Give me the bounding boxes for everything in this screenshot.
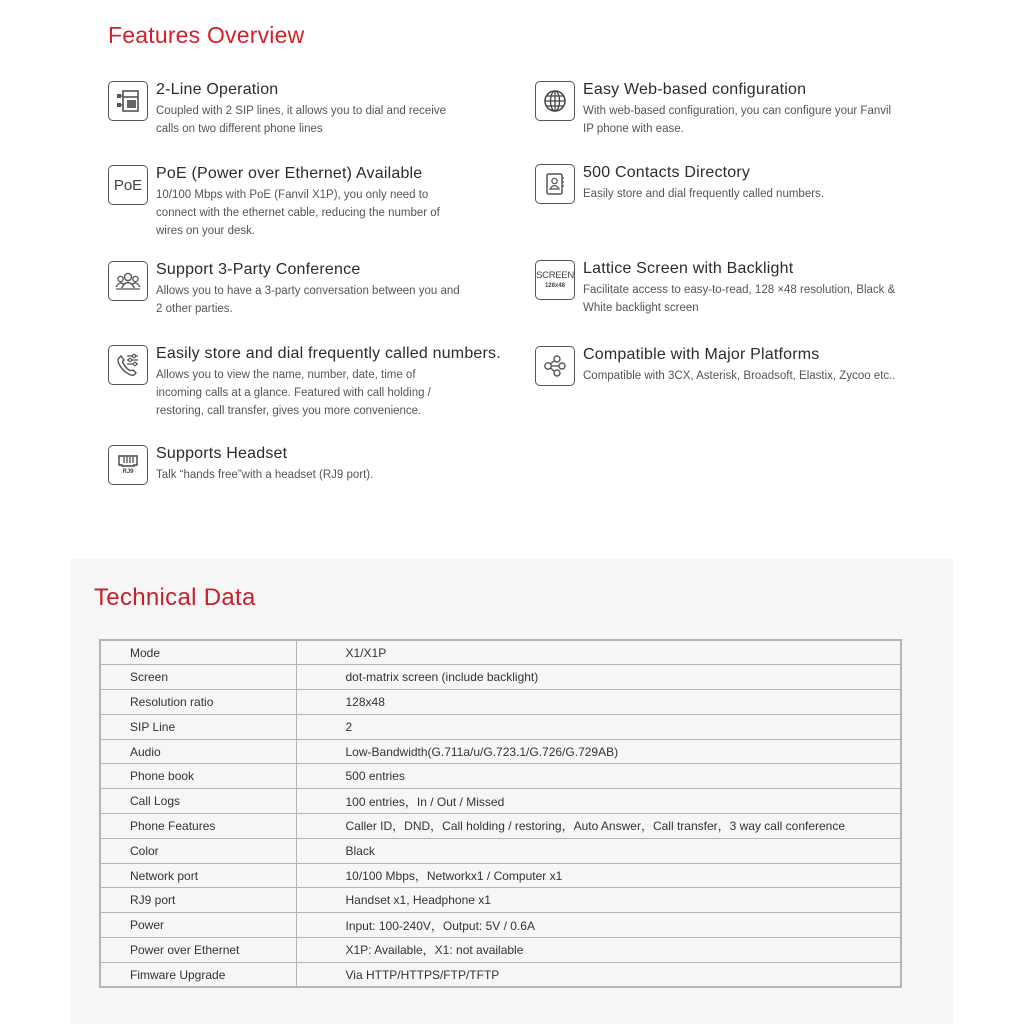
- feature-item: [535, 259, 895, 317]
- feature-title: Compatible with Major Platforms: [583, 346, 820, 363]
- feature-title: Supports Headset: [156, 445, 288, 462]
- feature-title: Lattice Screen with Backlight: [583, 260, 794, 277]
- description-line: White backlight screen: [583, 302, 699, 314]
- conference-icon: [108, 261, 148, 301]
- feature-description: [583, 185, 824, 203]
- share-network-icon: [535, 346, 575, 386]
- table-row: [100, 938, 901, 963]
- feature-item: [535, 345, 896, 386]
- table-row: [100, 888, 901, 913]
- feature-description: [156, 186, 440, 240]
- feature-description: [156, 102, 446, 138]
- table-row: [100, 814, 901, 839]
- spec-value: 100 entries，In / Out / Missed: [296, 789, 901, 814]
- description-line: Compatible with 3CX, Asterisk, Broadsoft, Elastix, Zycoo etc..: [583, 370, 896, 382]
- feature-description: [156, 282, 460, 318]
- description-line: Coupled with 2 SIP lines, it allows you to dial and receive: [156, 105, 447, 117]
- table-row: [100, 640, 901, 665]
- description-line: With web-based configuration, you can configure your Fanvil: [583, 105, 892, 117]
- spec-value: 128x48: [296, 690, 901, 715]
- description-line: wires on your desk.: [156, 225, 256, 237]
- phone-settings-icon: [108, 345, 148, 385]
- feature-item: [535, 80, 891, 138]
- description-line: restoring, call transfer, gives you more convenience.: [156, 405, 422, 417]
- feature-title: Easily store and dial frequently called numbers.: [156, 345, 501, 362]
- table-row: [100, 789, 901, 814]
- feature-item: [535, 163, 824, 204]
- feature-title: 2-Line Operation: [156, 81, 279, 98]
- spec-key: Screen: [100, 665, 296, 690]
- table-row: [100, 714, 901, 739]
- table-row: [100, 665, 901, 690]
- rj9-port-icon: [108, 445, 148, 485]
- spec-key: SIP Line: [100, 714, 296, 739]
- rj9-icon-label: RJ9: [122, 469, 134, 475]
- description-line: Facilitate access to easy-to-read, 128 ×48 resolution, Black &: [583, 284, 896, 296]
- spec-key: Call Logs: [100, 789, 296, 814]
- description-line: incoming calls at a glance. Featured with call holding /: [156, 387, 431, 399]
- screen-icon: [535, 260, 575, 300]
- feature-title: 500 Contacts Directory: [583, 164, 751, 181]
- description-line: connect with the ethernet cable, reducing the number of: [156, 207, 440, 219]
- feature-title: Easy Web-based configuration: [583, 81, 807, 98]
- spec-key: Color: [100, 838, 296, 863]
- spec-key: Audio: [100, 739, 296, 764]
- spec-value: Black: [296, 838, 901, 863]
- feature-title: PoE (Power over Ethernet) Available: [156, 165, 423, 182]
- feature-item: [108, 344, 501, 420]
- description-line: calls on two different phone lines: [156, 123, 323, 135]
- description-line: Easily store and dial frequently called numbers.: [583, 188, 824, 200]
- spec-key: Resolution ratio: [100, 690, 296, 715]
- spec-value: Input: 100-240V，Output: 5V / 0.6A: [296, 913, 901, 938]
- table-row: [100, 962, 901, 987]
- feature-description: [156, 466, 373, 484]
- spec-key: Power: [100, 913, 296, 938]
- description-line: IP phone with ease.: [583, 123, 684, 135]
- spec-value: 500 entries: [296, 764, 901, 789]
- feature-description: [583, 281, 895, 317]
- spec-key: Phone Features: [100, 814, 296, 839]
- table-row: [100, 838, 901, 863]
- dual-line-phone-icon: [108, 81, 148, 121]
- screen-icon-label: SCREEN: [536, 269, 574, 281]
- poe-icon: [108, 165, 148, 205]
- feature-description: [156, 366, 501, 420]
- globe-icon: [535, 81, 575, 121]
- feature-description: [583, 367, 896, 385]
- feature-description: [583, 102, 891, 138]
- spec-key: Power over Ethernet: [100, 938, 296, 963]
- description-line: 10/100 Mbps with PoE (Fanvil X1P), you only need to: [156, 189, 429, 201]
- spec-value: Low-Bandwidth(G.711a/u/G.723.1/G.726/G.729AB): [296, 739, 901, 764]
- poe-icon-label: PoE: [113, 176, 143, 194]
- spec-value: Via HTTP/HTTPS/FTP/TFTP: [296, 962, 901, 987]
- feature-item: [108, 80, 446, 138]
- feature-item: [108, 260, 460, 318]
- feature-item: [108, 444, 373, 485]
- table-row: [100, 913, 901, 938]
- spec-key: RJ9 port: [100, 888, 296, 913]
- description-line: Allows you to view the name, number, date, time of: [156, 369, 416, 381]
- spec-key: Phone book: [100, 764, 296, 789]
- spec-key: Mode: [100, 640, 296, 665]
- description-line: 2 other parties.: [156, 303, 233, 315]
- description-line: Allows you to have a 3-party conversation between you and: [156, 285, 460, 297]
- spec-table: [99, 639, 902, 988]
- table-row: [100, 764, 901, 789]
- spec-value: dot-matrix screen (include backlight): [296, 665, 901, 690]
- spec-value: X1/X1P: [296, 640, 901, 665]
- table-row: [100, 863, 901, 888]
- spec-key: Network port: [100, 863, 296, 888]
- spec-value: X1P: Available，X1: not available: [296, 938, 901, 963]
- contacts-book-icon: [535, 164, 575, 204]
- screen-icon-resolution: 128x48: [544, 283, 565, 290]
- description-line: Talk “hands free”with a headset (RJ9 port).: [156, 469, 374, 481]
- technical-data-title: Technical Data: [94, 584, 256, 611]
- features-overview-title: Features Overview: [108, 22, 305, 48]
- spec-value: Handset x1, Headphone x1: [296, 888, 901, 913]
- feature-title: Support 3-Party Conference: [156, 261, 361, 278]
- feature-item: [108, 164, 440, 240]
- spec-value: 10/100 Mbps，Networkx1 / Computer x1: [296, 863, 901, 888]
- spec-value: Caller ID，DND，Call holding / restoring，Auto Answer，Call transfer，3 way call conference: [296, 814, 901, 839]
- table-row: [100, 690, 901, 715]
- spec-key: Fimware Upgrade: [100, 962, 296, 987]
- spec-value: 2: [296, 714, 901, 739]
- table-row: [100, 739, 901, 764]
